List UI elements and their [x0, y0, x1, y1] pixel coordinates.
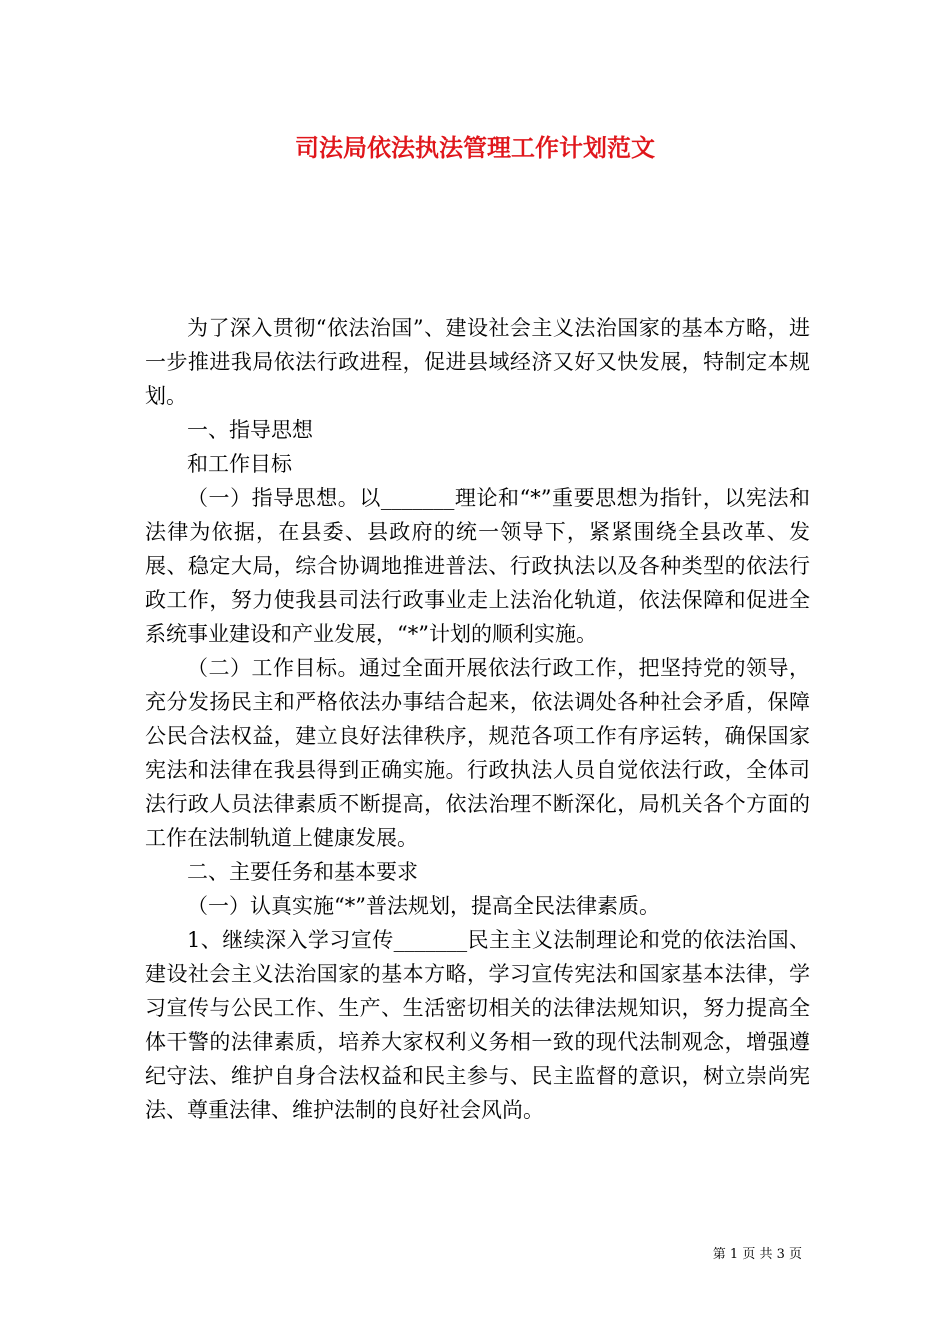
- document-body: [145, 311, 810, 1127]
- document-title: 司法局依法执法管理工作计划范文: [295, 133, 655, 162]
- page-number: 第 1 页 共 3 页: [712, 1247, 802, 1262]
- heading-main-tasks: 二、主要任务和基本要求: [187, 860, 418, 884]
- paragraph-guiding-thought: （一）指导思想。以_______理论和“*”重要思想为指针，以宪法和法律为依据，在县委、县政府的统一领导下，紧紧围绕全县改革、发展、稳定大局，综合协调地推进普法、行政执法以及各种类型的依法行政工作，努力使我县司法行政事业走上法治化轨道，依法保障和促进全系统事业建设和产业发展，“*”计划的顺利实施。: [145, 486, 810, 646]
- heading-guiding-thought: 一、指导思想: [187, 418, 313, 442]
- paragraph-intro: 为了深入贯彻“依法治国”、建设社会主义法治国家的基本方略，进一步推进我局依法行政进程，促进县域经济又好又快发展，特制定本规划。: [145, 316, 810, 408]
- heading-work-goal: 和工作目标: [187, 452, 292, 476]
- subheading-law-education: （一）认真实施“*”普法规划，提高全民法律素质。: [187, 894, 660, 918]
- paragraph-item-1: 1、继续深入学习宣传_______民主主义法制理论和党的依法治国、建设社会主义法治国家的基本方略，学习宣传宪法和国家基本法律，学习宣传与公民工作、生产、生活密切相关的法律法规知识，努力提高全体干警的法律素质，培养大家权利义务相一致的现代法制观念，增强遵纪守法、维护自身合法权益和民主参与、民主监督的意识，树立崇尚宪法、尊重法律、维护法制的良好社会风尚。: [145, 928, 810, 1122]
- paragraph-work-goal: （二）工作目标。通过全面开展依法行政工作，把坚持党的领导，充分发扬民主和严格依法办事结合起来，依法调处各种社会矛盾，保障公民合法权益，建立良好法律秩序，规范各项工作有序运转，确保国家宪法和法律在我县得到正确实施。行政执法人员自觉依法行政，全体司法行政人员法律素质不断提高，依法治理不断深化，局机关各个方面的工作在法制轨道上健康发展。: [145, 656, 810, 850]
